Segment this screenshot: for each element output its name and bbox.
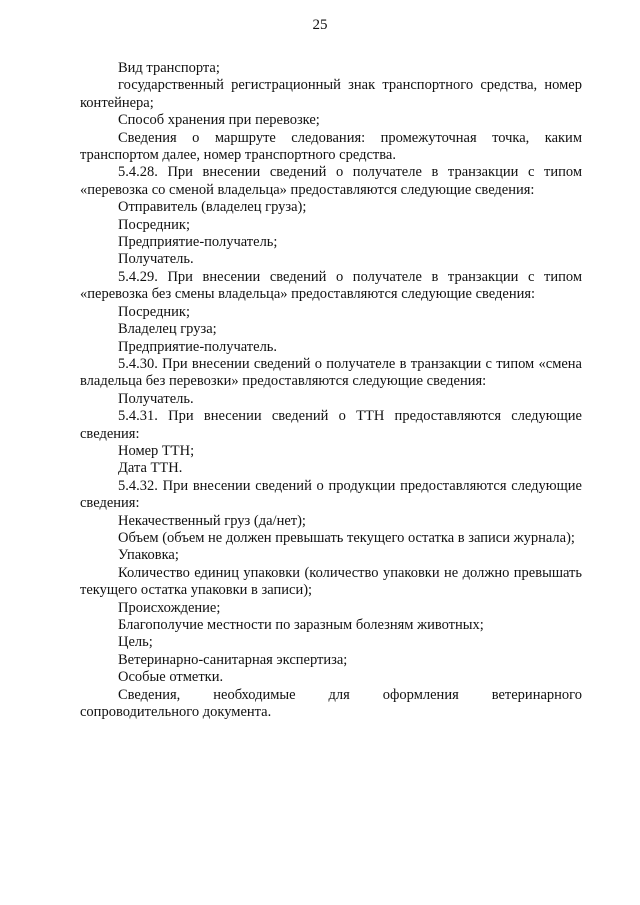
list-item-vet-expertise: Ветеринарно-санитарная экспертиза; xyxy=(118,651,348,668)
section-5-4-28: 5.4.28. При внесении сведений о получателе в транзакции с типом «перевозка со сменой владельца» предоставляются следующие сведения: xyxy=(80,164,582,198)
list-item-packaging: Упаковка; xyxy=(118,547,179,564)
list-item-purpose: Цель; xyxy=(118,634,153,651)
section-5-4-32: 5.4.32. При внесении сведений о продукции предоставляются следующие сведения: xyxy=(80,477,582,512)
list-item-recipient-enterprise: Предприятие-получатель. xyxy=(118,338,278,355)
list-item-package-count: Количество единиц упаковки (количество упаковки не должно превышать текущего остатка упаковки в записи); xyxy=(80,564,582,599)
list-item-ttn-date: Дата ТТН. xyxy=(118,460,183,477)
list-item-cargo-owner: Владелец груза; xyxy=(118,321,217,338)
list-item-recipient-enterprise: Предприятие-получатель; xyxy=(118,234,278,251)
list-item-intermediary: Посредник; xyxy=(118,303,190,320)
list-item-area-wellbeing: Благополучие местности по заразным болезням животных; xyxy=(118,617,484,633)
list-item-defective-cargo: Некачественный груз (да/нет); xyxy=(118,512,306,529)
list-item-origin: Происхождение; xyxy=(118,599,221,616)
list-item-recipient: Получатель. xyxy=(118,390,194,407)
list-item-recipient: Получатель. xyxy=(118,251,194,268)
list-item-intermediary: Посредник; xyxy=(118,216,190,233)
paragraph-storage-method: Способ хранения при перевозке; xyxy=(118,112,320,129)
paragraph-transport-type: Вид транспорта; xyxy=(118,60,220,76)
section-5-4-30: 5.4.30. При внесении сведений о получателе в транзакции с типом «смена владельца без перевозки» предоставляются следующие сведения: xyxy=(80,355,582,390)
list-item-sender: Отправитель (владелец груза); xyxy=(118,199,307,216)
document-body xyxy=(80,60,582,721)
list-item-volume: Объем (объем не должен превышать текущего остатка в записи журнала); xyxy=(118,529,575,546)
paragraph-route-info: Сведения о маршруте следования: промежуточная точка, каким транспортом далее, номер транспортного средства. xyxy=(80,129,582,164)
list-item-vet-document-info: Сведения, необходимые для оформления ветеринарного сопроводительного документа. xyxy=(80,686,582,721)
section-5-4-29: 5.4.29. При внесении сведений о получателе в транзакции с типом «перевозка без смены владельца» предоставляются следующие сведения: xyxy=(80,268,582,303)
section-5-4-31: 5.4.31. При внесении сведений о ТТН предоставляются следующие сведения: xyxy=(80,408,582,442)
page-number: 25 xyxy=(312,17,328,33)
list-item-special-notes: Особые отметки. xyxy=(118,669,224,686)
list-item-ttn-number: Номер ТТН; xyxy=(118,442,195,459)
paragraph-registration-sign: государственный регистрационный знак транспортного средства, номер контейнера; xyxy=(80,77,582,111)
